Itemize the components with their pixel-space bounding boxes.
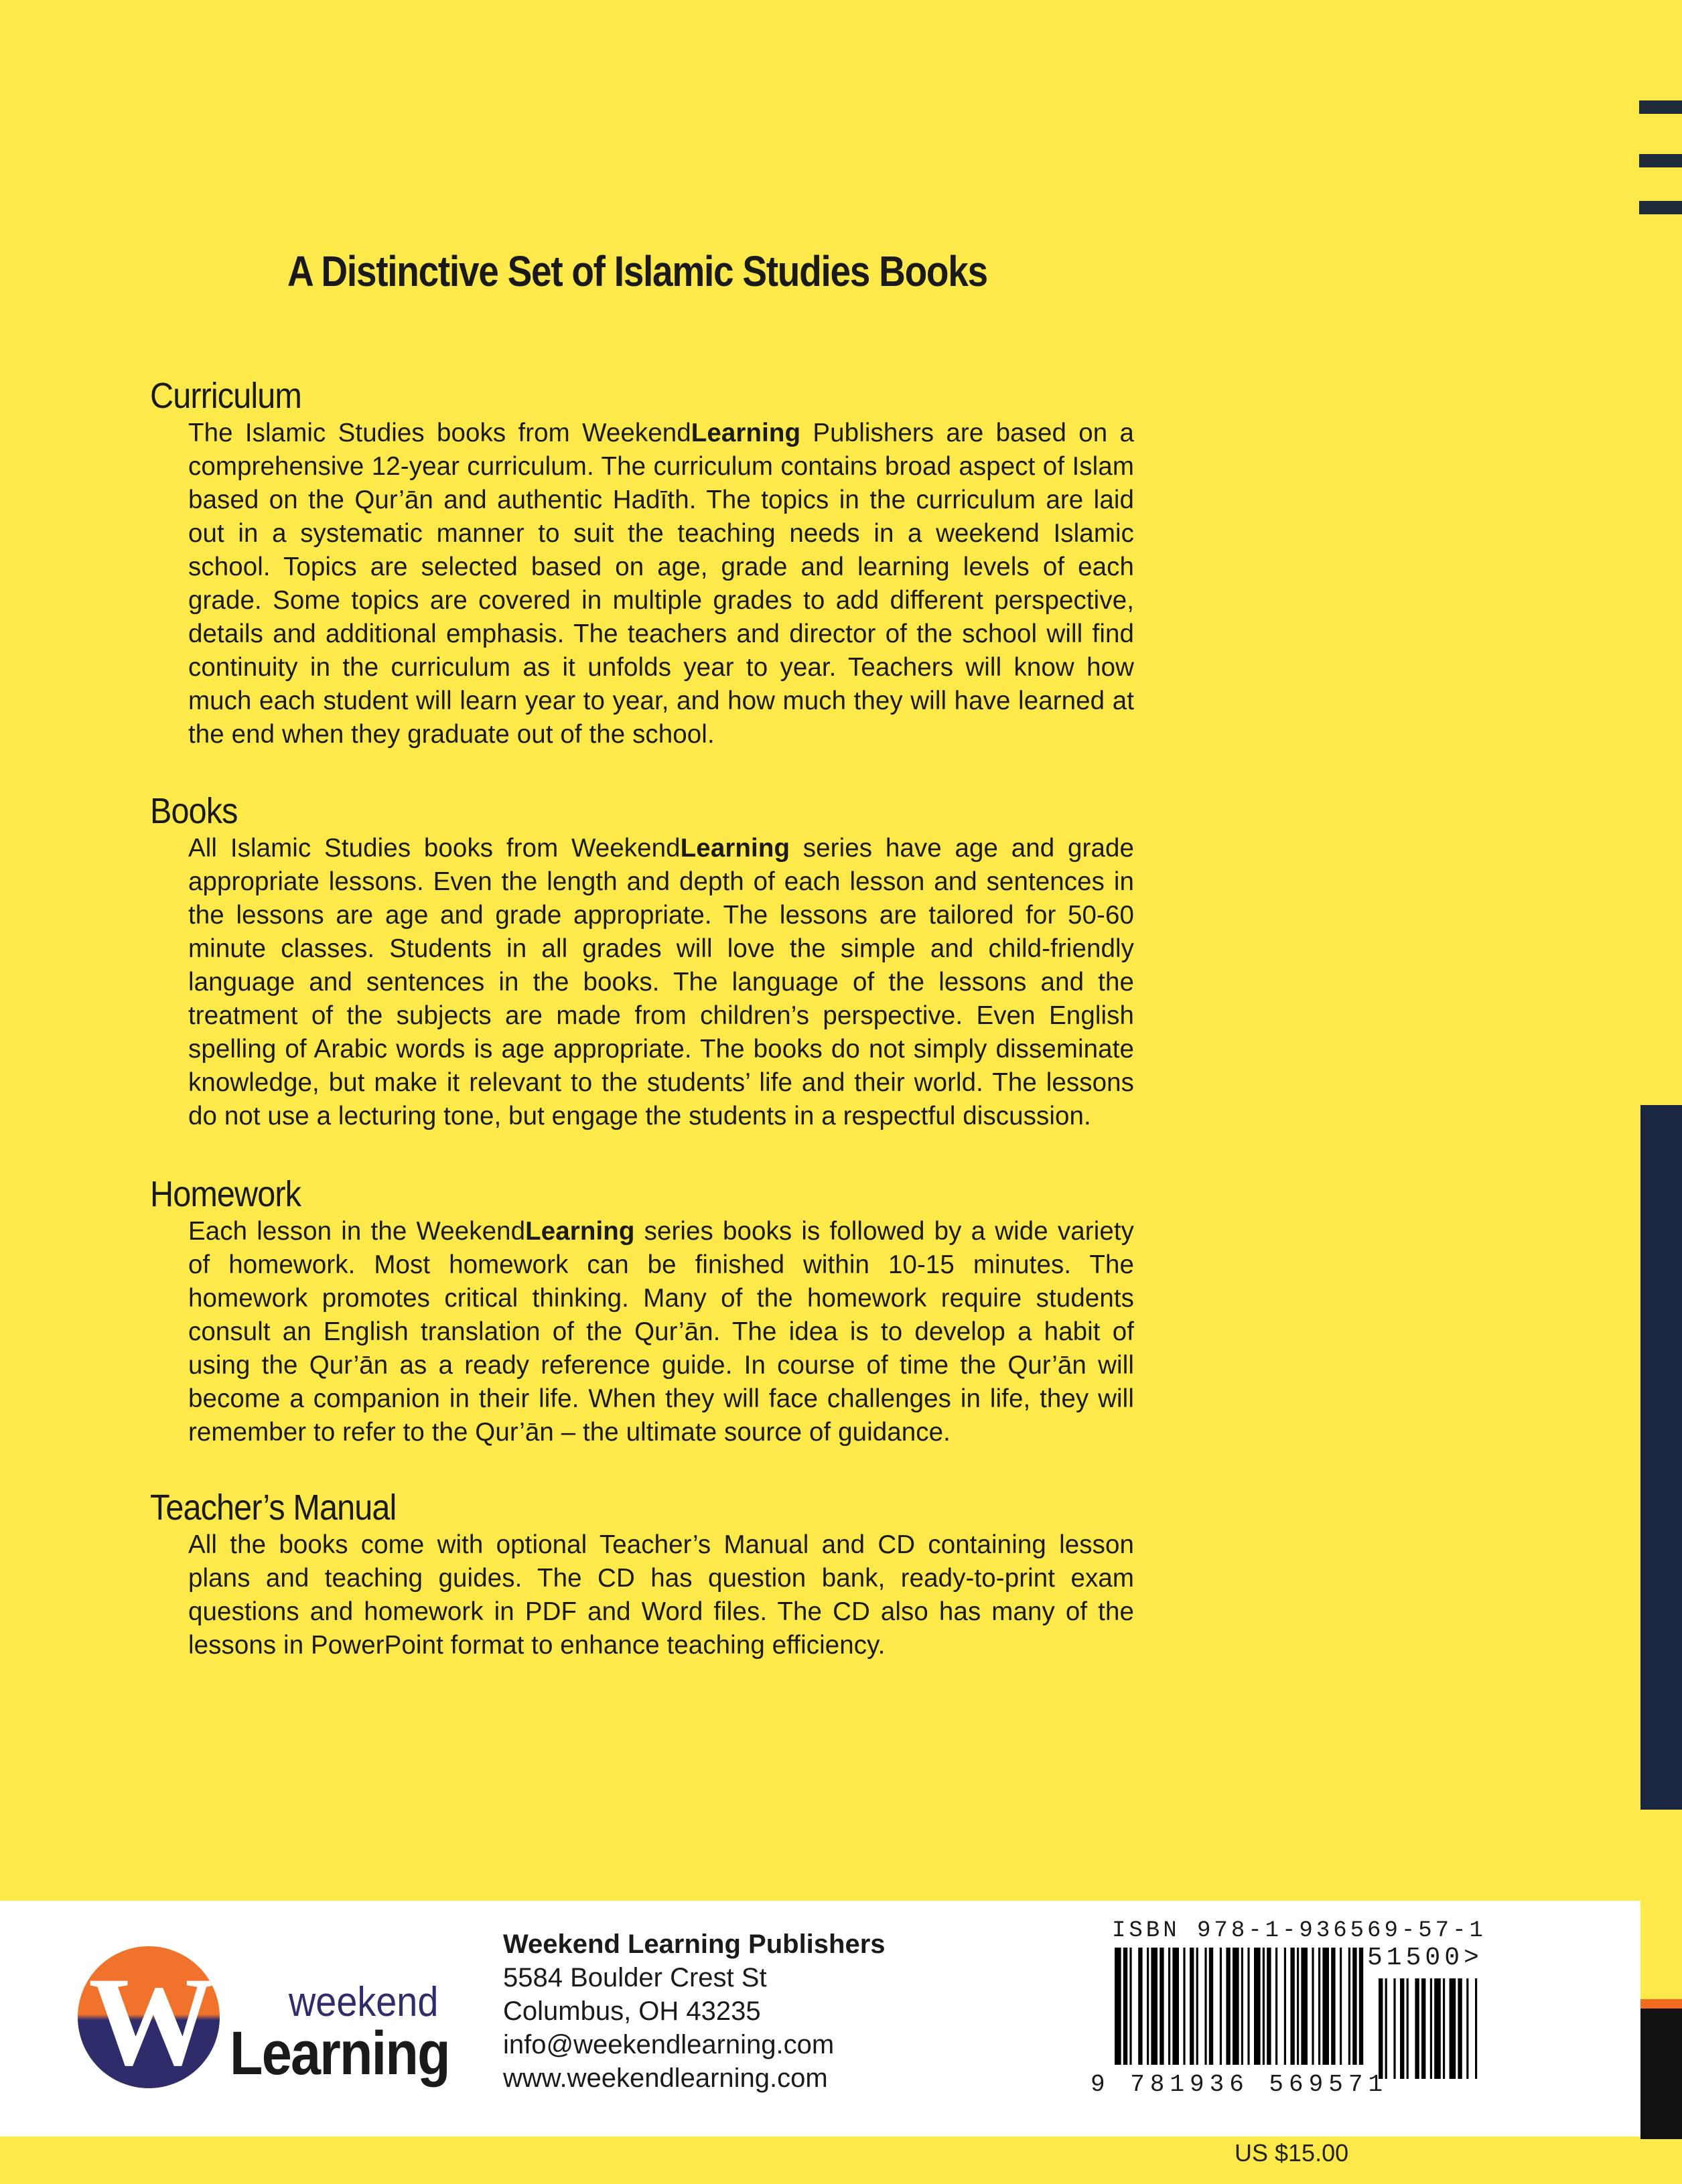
barcode-addon-bar bbox=[1466, 1978, 1468, 2079]
barcode-bar bbox=[1115, 1948, 1121, 2065]
section-heading: Books bbox=[150, 791, 238, 831]
section-heading: Curriculum bbox=[150, 376, 301, 416]
barcode-addon-bar bbox=[1430, 1978, 1432, 2079]
publisher-website: www.weekendlearning.com bbox=[503, 2063, 828, 2093]
barcode-bar bbox=[1172, 1948, 1179, 2065]
barcode-bar bbox=[1275, 1948, 1277, 2065]
barcode-bar bbox=[1331, 1948, 1335, 2065]
edge-registration-marks bbox=[1639, 100, 1682, 254]
spine-navy-band bbox=[1640, 1105, 1682, 1810]
barcode-bar bbox=[1359, 1948, 1363, 2065]
publisher-footer bbox=[0, 1901, 1640, 2136]
barcode-bar bbox=[1312, 1948, 1314, 2065]
spine-orange-band bbox=[1640, 1999, 1682, 2009]
logo-w-letter: W bbox=[88, 1952, 209, 2088]
barcode-addon-bar bbox=[1379, 1978, 1383, 2079]
barcode-bar bbox=[1123, 1948, 1127, 2065]
barcode-bar bbox=[1297, 1948, 1299, 2065]
publisher-address-block bbox=[503, 1927, 886, 2095]
barcode-bar bbox=[1129, 1948, 1131, 2065]
barcode-bar bbox=[1138, 1948, 1142, 2065]
section-body: All Islamic Studies books from WeekendLearning series have age and grade appropriate lessons. Even the length and depth of each lesson and sentences in the lessons are age and grade appropriate. The lessons are tailored for 50-60 minute classes. Students in all grades will love the simple and child-friendly language and sentences in the books. The language of the lessons and the treatment of the subjects are made from children’s perspective. Even English spelling of Arabic words is age appropriate. The books do not simply disseminate knowledge, but make it relevant to the students’ life and their world. The lessons do not use a lecturing tone, but engage the students in a respectful discussion. bbox=[188, 834, 1134, 1131]
barcode-addon-bar bbox=[1400, 1978, 1404, 2079]
section-books bbox=[150, 790, 1135, 1133]
barcode-bar bbox=[1151, 1948, 1158, 2065]
barcode-addon-bar bbox=[1407, 1978, 1409, 2079]
barcode-bar bbox=[1226, 1948, 1230, 2065]
barcode-bar bbox=[1147, 1948, 1149, 2065]
section-body: Each lesson in the WeekendLearning series books is followed by a wide variety of homework. Most homework can be finished within 10-15 minutes. The homework promotes critical thinking. Many of the homework require students consult an English translation of the Qur’ān. The idea is to develop a habit of using the Qur’ān as a ready reference guide. In course of time the Qur’ān will become a companion in their life. When they will face challenges in life, they will remember to refer to the Qur’ān – the ultimate source of guidance. bbox=[188, 1217, 1135, 1447]
section-heading: Homework bbox=[150, 1174, 301, 1214]
barcode-addon-bar bbox=[1434, 1978, 1441, 2079]
barcode-bar bbox=[1284, 1948, 1286, 2065]
publisher-street: 5584 Boulder Crest St bbox=[503, 1963, 767, 1992]
barcode-bar bbox=[1254, 1948, 1261, 2065]
section-heading: Teacher’s Manual bbox=[150, 1487, 397, 1528]
section-teachers-manual bbox=[150, 1487, 1135, 1662]
section-body: The Islamic Studies books from WeekendLearning Publishers are based on a comprehensive 12-year curriculum. The curriculum contains broad aspect of Islam based on the Qur’ān and authentic Hadīth. The topics in the curriculum are laid out in a systematic manner to suit the teaching needs in a weekend Islamic school. Topics are selected based on age, grade and learning levels of each grade. Some topics are covered in multiple grades to add different perspective, details and additional emphasis. The teachers and director of the school will find continuity in the curriculum as it unfolds year to year. Teachers will know how much each student will learn year to year, and how much they will have learned at the end when they graduate out of the school. bbox=[188, 419, 1134, 749]
logo-wordmark-learning: Learning bbox=[230, 2019, 449, 2088]
retail-price: US $15.00 bbox=[1235, 2139, 1349, 2167]
barcode-bar bbox=[1267, 1948, 1271, 2065]
barcode-bar bbox=[1263, 1948, 1265, 2065]
barcode-bar bbox=[1322, 1948, 1329, 2065]
cover-title: A Distinctive Set of Islamic Studies Books bbox=[287, 247, 987, 295]
barcode-bar bbox=[1340, 1948, 1342, 2065]
barcode-bar bbox=[1290, 1948, 1294, 2065]
logo-circle-icon bbox=[78, 1946, 220, 2088]
publisher-name: Weekend Learning Publishers bbox=[503, 1930, 886, 1959]
barcode-addon-bar bbox=[1450, 1978, 1456, 2079]
barcode-addon-bar bbox=[1385, 1978, 1387, 2079]
barcode-bar bbox=[1247, 1948, 1249, 2065]
barcode-addon-bar bbox=[1475, 1978, 1477, 2079]
publisher-email: info@weekendlearning.com bbox=[503, 2030, 835, 2059]
barcode-bar bbox=[1168, 1948, 1170, 2065]
barcode-bar bbox=[1209, 1948, 1213, 2065]
publisher-city: Columbus, OH 43235 bbox=[503, 1996, 761, 2026]
barcode-bar bbox=[1220, 1948, 1222, 2065]
barcode-bar bbox=[1196, 1948, 1198, 2065]
spine-black-band bbox=[1640, 2009, 1682, 2139]
barcode-bar bbox=[1348, 1948, 1350, 2065]
section-curriculum bbox=[150, 375, 1135, 751]
barcode-bar bbox=[1233, 1948, 1239, 2065]
barcode-bar bbox=[1352, 1948, 1356, 2065]
barcode-bar bbox=[1301, 1948, 1308, 2065]
barcode-addon-bar bbox=[1421, 1978, 1425, 2079]
barcode-bar bbox=[1318, 1948, 1320, 2065]
section-homework bbox=[150, 1173, 1135, 1449]
barcode-addon-bar bbox=[1458, 1978, 1462, 2079]
barcode-bar bbox=[1204, 1948, 1206, 2065]
isbn-label: ISBN 978-1-936569-57-1 bbox=[1112, 1918, 1486, 1944]
section-body: All the books come with optional Teacher’s Manual and CD containing lesson plans and teaching guides. The CD has question bank, ready-to-print exam questions and homework in PDF and Word files. The CD also has many of the lessons in PowerPoint format to enhance teaching efficiency. bbox=[188, 1530, 1134, 1660]
barcode-bar bbox=[1241, 1948, 1243, 2065]
barcode-addon-bar bbox=[1393, 1978, 1395, 2079]
barcode-addon-bar bbox=[1443, 1978, 1445, 2079]
barcode-addon-bar bbox=[1415, 1978, 1419, 2079]
barcode-bar bbox=[1183, 1948, 1185, 2065]
barcode-digits: 9 781936 569571 bbox=[1091, 2071, 1389, 2098]
weekend-learning-logo bbox=[78, 1946, 453, 2094]
barcode-bar bbox=[1190, 1948, 1194, 2065]
barcode-bar bbox=[1160, 1948, 1164, 2065]
logo-wordmark-weekend: weekend bbox=[289, 1979, 439, 2025]
price-code-label: 51500> bbox=[1367, 1944, 1483, 1972]
